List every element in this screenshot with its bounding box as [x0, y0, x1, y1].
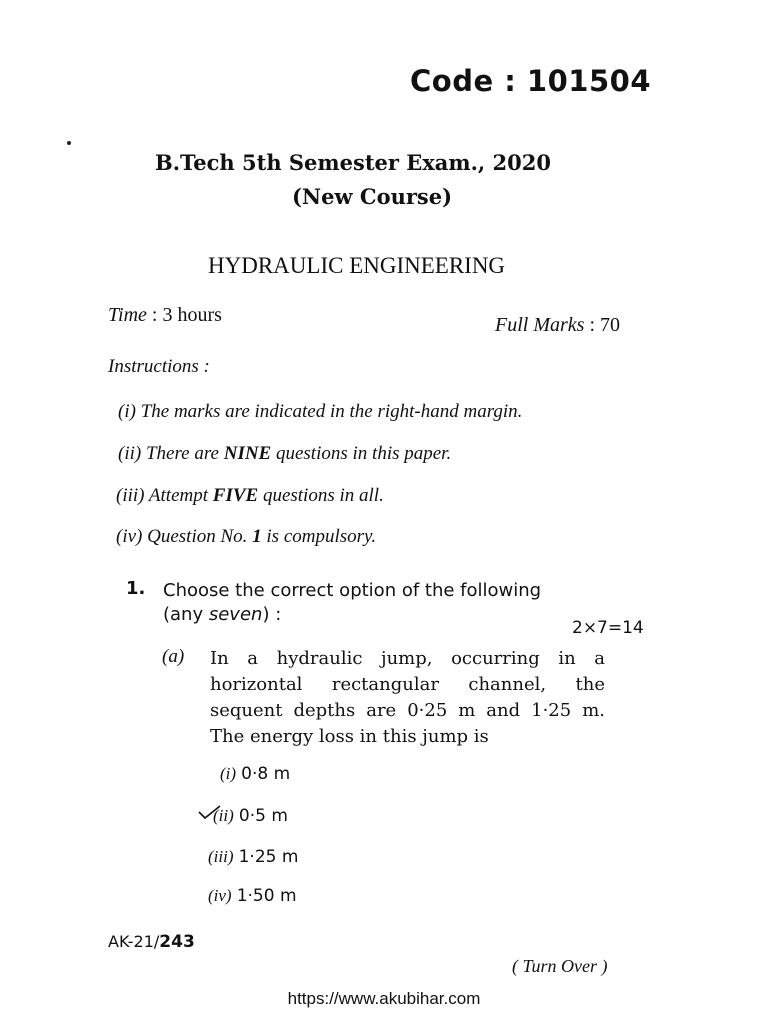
- subject-title: HYDRAULIC ENGINEERING: [208, 253, 506, 278]
- question-number: 1.: [126, 578, 146, 599]
- option-label: (iv): [208, 886, 232, 905]
- instruction-text-post: is compulsory.: [266, 526, 377, 547]
- instruction-item: [118, 443, 451, 465]
- scan-speck: [67, 141, 71, 145]
- option-value: 1·50 m: [236, 886, 297, 906]
- instruction-emphasis: NINE: [223, 443, 272, 464]
- instruction-text-pre: There are: [145, 443, 219, 464]
- option-item: [213, 806, 288, 826]
- option-item: [208, 847, 298, 867]
- instruction-item: [116, 526, 376, 548]
- option-value: 0·8 m: [241, 764, 291, 784]
- instruction-num: (i): [118, 401, 136, 422]
- paper-series-pre: AK-21/: [108, 932, 160, 951]
- option-label: (iii): [208, 847, 234, 866]
- instruction-text-pre: Attempt: [148, 485, 209, 506]
- instruction-item: [116, 485, 384, 507]
- option-value: 0·5 m: [238, 806, 288, 826]
- time-label: Time: [108, 304, 147, 326]
- option-item: [208, 886, 297, 906]
- question-text-italic: seven: [208, 604, 263, 625]
- subquestion-label: (a): [162, 646, 185, 667]
- source-url: https://www.akubihar.com: [287, 989, 481, 1008]
- paper-series-code: [108, 932, 195, 952]
- instruction-text-post: questions in this paper.: [275, 443, 452, 464]
- full-marks-label: Full Marks: [495, 314, 585, 336]
- instruction-text-post: questions in all.: [262, 485, 384, 506]
- question-text-line1: Choose the correct option of the following: [163, 580, 542, 601]
- question-text-post: ) :: [262, 604, 282, 625]
- time-info: [108, 304, 222, 327]
- time-value: : 3 hours: [151, 304, 222, 326]
- paper-code: Code : 101504: [410, 64, 651, 98]
- turn-over-note: ( Turn Over ): [512, 956, 608, 976]
- option-label: (i): [220, 764, 237, 783]
- option-item: [220, 764, 290, 784]
- instruction-num: (ii): [118, 443, 142, 464]
- exam-title: B.Tech 5th Semester Exam., 2020: [155, 150, 551, 175]
- full-marks-info: [495, 314, 620, 337]
- instruction-text: The marks are indicated in the right-hand margin.: [140, 401, 523, 422]
- question-text-line2: [163, 604, 281, 625]
- instructions-heading: Instructions :: [108, 356, 210, 377]
- instruction-num: (iv): [116, 526, 143, 547]
- instruction-emphasis: 1: [252, 526, 262, 547]
- option-value: 1·25 m: [238, 847, 299, 867]
- full-marks-value: : 70: [589, 314, 620, 336]
- question-marks: 2×7=14: [572, 618, 644, 638]
- subquestion-text: In a hydraulic jump, occurring in a horizontal rectangular channel, the sequent depths are 0·25 m and 1·25 m. The energy loss in this jump is: [210, 648, 605, 747]
- instruction-item: [118, 401, 522, 423]
- option-label: (ii): [213, 806, 234, 825]
- paper-series-number: 243: [159, 932, 195, 952]
- instruction-emphasis: FIVE: [212, 485, 259, 506]
- instruction-num: (iii): [116, 485, 145, 506]
- instruction-text-pre: Question No.: [147, 526, 248, 547]
- question-text-pre: (any: [163, 604, 204, 625]
- course-label: (New Course): [292, 184, 453, 209]
